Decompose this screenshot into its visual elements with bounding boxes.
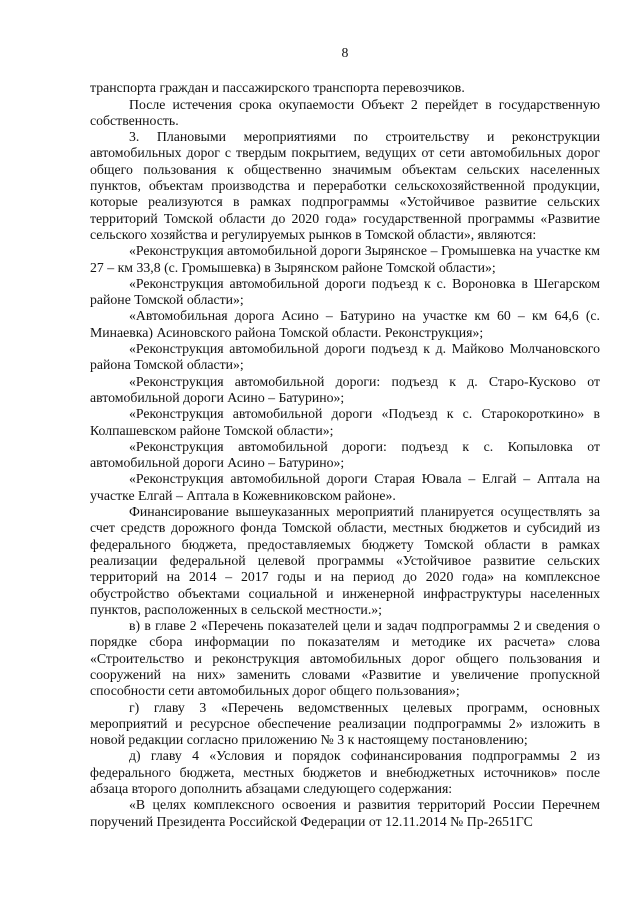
list-item-road: «Реконструкция автомобильной дороги Старая Ювала – Елгай – Аптала на участке Елгай – Аптала в Кожевниковском районе».	[90, 471, 600, 503]
list-item-road: «Реконструкция автомобильной дороги Зырянское – Громышевка на участке км 27 – км 33,8 (с. Громышевка) в Зырянском районе Томской области»;	[90, 243, 600, 275]
page-number: 8	[341, 45, 349, 60]
list-item-road: «Реконструкция автомобильной дороги «Подъезд к с. Старокороткино» в Колпашевском районе Томской области»;	[90, 406, 600, 438]
paragraph-amendment-v: в) в главе 2 «Перечень показателей цели и задач подпрограммы 2 и сведения о порядке сбора информации по показателям и методике их расчета» слова «Строительство и реконструкция автомобильных дорог общего пользования и сооружений на них» заменить словами «Развитие и увеличение пропускной способности сети автомобильных дорог общего пользования»;	[90, 618, 600, 699]
paragraph-financing: Финансирование вышеуказанных мероприятий планируется осуществлять за счет средств дорожного фонда Томской области, местных бюджетов и субсидий из федерального бюджета, предоставляемых бюджету Томской области в рамках реализации федеральной целевой программы «Устойчивое развитие сельских территорий на 2014 – 2017 годы и на период до 2020 года» на комплексное обустройство объектами социальной и инженерной инфраструктуры населенных пунктов, расположенных в сельской местности.»;	[90, 504, 600, 617]
list-item-road: «Реконструкция автомобильной дороги подъезд к с. Вороновка в Шегарском районе Томской области»;	[90, 275, 600, 308]
paragraph-ownership: После истечения срока окупаемости Объект 2 перейдет в государственную собственность.	[90, 96, 600, 128]
paragraph-planned-measures: 3. Плановыми мероприятиями по строительству и реконструкции автомобильных дорог с твердым покрытием, ведущих от сети автомобильных дорог общего пользования к общественно значимым объектам сельских населенных пунктов, объектам производства и переработки сельскохозяйственной продукции, которые реализуются в рамках подпрограммы «Устойчивое развитие сельских территорий Томской области до 2020 года» государственной программы «Развитие сельского хозяйства и регулируемых рынков в Томской области», являются:	[90, 129, 600, 242]
list-item-road: «Реконструкция автомобильной дороги подъезд к д. Майково Молчановского района Томской области»;	[90, 341, 600, 373]
list-item-road: «Реконструкция автомобильной дороги: подъезд к д. Старо-Кусково от автомобильной дороги Асино – Батурино»;	[90, 373, 600, 405]
list-item-road: «Автомобильная дорога Асино – Батурино на участке км 60 – км 64,6 (с. Минаевка) Асиновского района Томской области. Реконструкция»;	[90, 308, 600, 340]
paragraph-continuation: транспорта граждан и пассажирского транспорта перевозчиков.	[90, 80, 465, 96]
paragraph-quote-start: «В целях комплексного освоения и развития территорий России Перечнем поручений Президента Российской Федерации от 12.11.2014 № Пр-2651ГС	[90, 797, 600, 829]
paragraph-amendment-g: г) главу 3 «Перечень ведомственных целевых программ, основных мероприятий и ресурсное обеспечение реализации подпрограммы 2» изложить в новой редакции согласно приложению № 3 к настоящему постановлению;	[90, 699, 600, 748]
list-item-road: «Реконструкция автомобильной дороги: подъезд к с. Копыловка от автомобильной дороги Асино – Батурино»;	[90, 438, 600, 471]
paragraph-amendment-d: д) главу 4 «Условия и порядок софинансирования подпрограммы 2 из федерального бюджета, местных бюджетов и внебюджетных источников» после абзаца второго дополнить абзацами следующего содержания:	[90, 748, 600, 797]
